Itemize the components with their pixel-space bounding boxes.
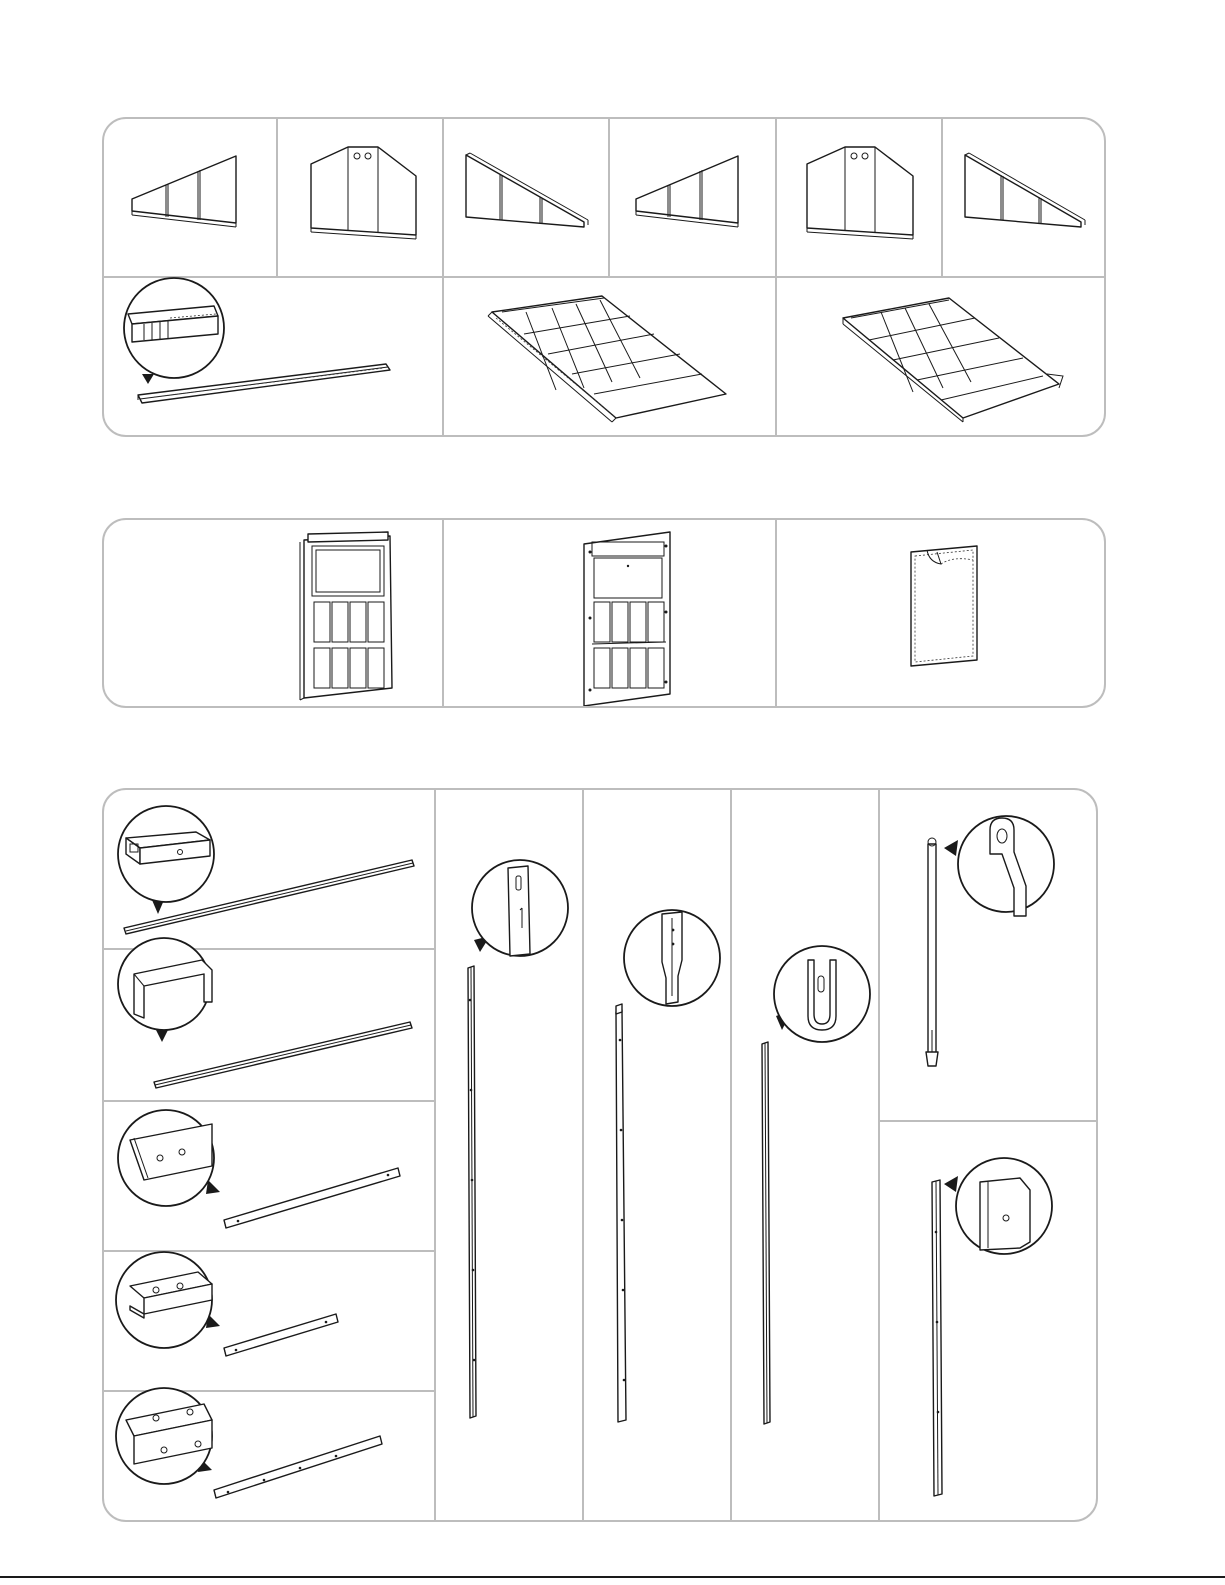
angle-profile-long-icon (104, 1392, 434, 1522)
gable-panel-with-vents-icon (278, 119, 442, 276)
footer-rule (0, 1576, 1225, 1578)
channel-profile-icon (104, 950, 434, 1100)
gable-panel-with-vents-icon (777, 119, 941, 276)
door-panel-front-icon (104, 520, 442, 708)
vertical-post-tapered-icon (584, 790, 730, 1522)
metal-profiles-section (102, 788, 1098, 1522)
rectangular-tube-profile-icon (104, 790, 434, 948)
gable-panel-slanted-icon (943, 119, 1106, 276)
gable-panel-slanted-icon (444, 119, 608, 276)
angle-bracket-short-icon (104, 1102, 434, 1250)
ridge-profile-with-detail-icon (104, 278, 442, 437)
gable-panel-small-icon (610, 119, 775, 276)
z-bracket-short-icon (104, 1252, 434, 1390)
tie-rod-with-eyelet-icon (880, 790, 1098, 1120)
door-panels-section (102, 518, 1106, 708)
roof-panel-left-icon (444, 278, 775, 437)
vertical-post-numbered-icon (436, 790, 582, 1522)
door-sticker-sheet-icon (777, 520, 1106, 708)
gable-panel-small-icon (104, 119, 276, 276)
gable-and-roof-panels-section (102, 117, 1106, 437)
roof-panel-right-icon (777, 278, 1106, 437)
corner-post-icon (880, 1122, 1098, 1522)
door-panel-back-icon (444, 520, 775, 708)
vertical-u-channel-icon (732, 790, 878, 1522)
